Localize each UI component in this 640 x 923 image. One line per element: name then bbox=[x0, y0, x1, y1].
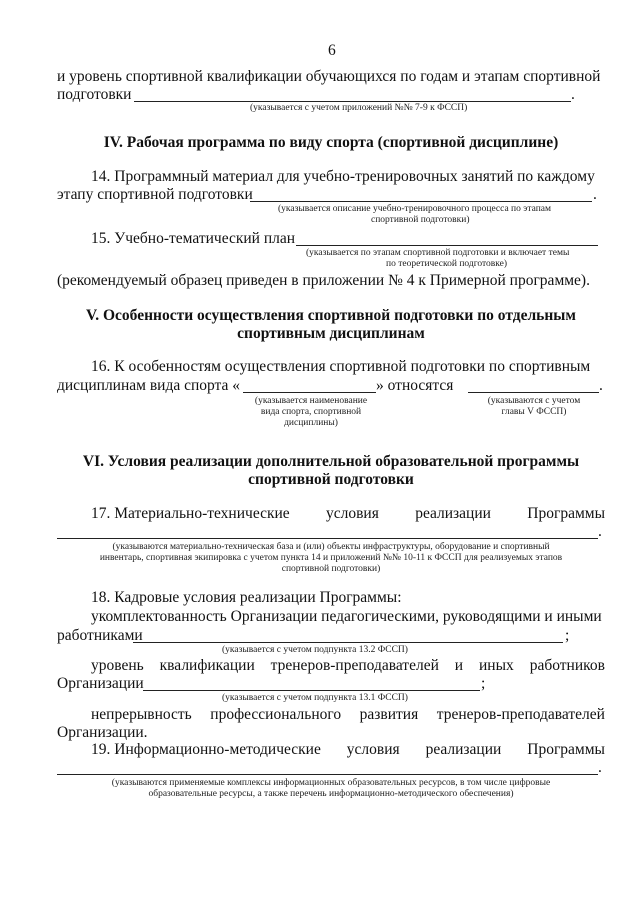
item-16-sport-fill-line bbox=[243, 392, 376, 393]
staffing-fill-line bbox=[133, 642, 563, 643]
item-14-line-1: 14. Программный материал для учебно-тренировочных занятий по каждому bbox=[91, 168, 595, 185]
page-number: 6 bbox=[328, 42, 336, 59]
section-6-title-line-1: VI. Условия реализации дополнительной образовательной программы bbox=[82, 453, 580, 470]
qualification-word: тренеров-преподавателей bbox=[270, 657, 439, 674]
continuity-line-1 bbox=[91, 706, 605, 724]
continuity-word: профессионального bbox=[210, 706, 342, 723]
item-14-end: . bbox=[593, 186, 597, 203]
item-15-label: 15. Учебно-тематический план bbox=[91, 230, 296, 247]
qualification-fill-line bbox=[143, 690, 480, 691]
qualification-line-2: Организации bbox=[57, 675, 144, 692]
intro-fill-line bbox=[134, 101, 571, 102]
item-17-caption-3: спортивной подготовки) bbox=[281, 564, 381, 574]
item-15-fill-line bbox=[296, 245, 598, 246]
staffing-caption: (указывается с учетом подпункта 13.2 ФССП) bbox=[222, 645, 408, 655]
item-17-word: условия bbox=[326, 505, 379, 522]
qualification-caption: (указывается с учетом подпункта 13.1 ФССП) bbox=[222, 693, 408, 703]
item-15-caption-2: по теоретической подготовке) bbox=[386, 259, 508, 269]
item-14-caption-2: спортивной подготовки) bbox=[371, 215, 470, 225]
item-19-line-1 bbox=[91, 741, 605, 759]
item-16-line-1: 16. К особенностям осуществления спортивной подготовки по спортивным bbox=[91, 358, 591, 375]
item-16-caption-left-1: (указывается наименование bbox=[254, 396, 368, 406]
continuity-word: непрерывность bbox=[91, 706, 192, 723]
item-19-word: реализации bbox=[425, 741, 502, 758]
item-16-caption-left-3: дисциплины) bbox=[284, 418, 338, 428]
section-5-title-line-2: спортивным дисциплинам bbox=[237, 325, 425, 342]
section-6-title-line-2: спортивной подготовки bbox=[248, 471, 414, 488]
section-4-title: IV. Рабочая программа по виду спорта (спортивной дисциплине) bbox=[103, 134, 559, 151]
item-19-caption-1: (указываются применяемые комплексы информационных образовательных ресурсов, в том числе цифровые bbox=[111, 778, 551, 788]
item-17-line-1 bbox=[91, 505, 605, 523]
staffing-line-2: работниками bbox=[57, 627, 143, 644]
item-16-line-2b: » относятся bbox=[376, 377, 454, 394]
qualification-word: квалификации bbox=[159, 657, 255, 674]
item-14-caption-1: (указывается описание учебно-тренировочного процесса по этапам bbox=[278, 204, 552, 214]
intro-line-2-prefix: подготовки bbox=[57, 86, 132, 103]
continuity-word: тренеров-преподавателей bbox=[436, 706, 605, 723]
item-17-word: Программы bbox=[527, 505, 605, 522]
staffing-end: ; bbox=[565, 627, 570, 644]
item-19-end: . bbox=[598, 759, 602, 776]
qualification-end: ; bbox=[481, 675, 486, 692]
intro-caption: (указывается с учетом приложений №№ 7-9 к ФССП) bbox=[250, 103, 468, 113]
item-17-fill-line bbox=[57, 538, 598, 539]
item-17-end: . bbox=[598, 523, 602, 540]
item-19-fill-line bbox=[57, 774, 598, 775]
qualification-word: уровень bbox=[91, 657, 144, 674]
item-19-word: условия bbox=[346, 741, 400, 758]
item-17-caption-2: инвентарь, спортивная экипировка с учетом пункта 14 и приложений №№ 10-11 к ФССП для реализуемых этапов bbox=[99, 553, 563, 563]
intro-line-1: и уровень спортивной квалификации обучающихся по годам и этапам спортивной bbox=[57, 68, 601, 85]
item-17-caption-1: (указываются материально-техническая база и (или) объекты инфраструктуры, оборудование и спортивный bbox=[112, 542, 550, 552]
item-17-word: реализации bbox=[415, 505, 491, 522]
qualification-word: работников bbox=[529, 657, 605, 674]
section-5-title-line-1: V. Особенности осуществления спортивной подготовки по отдельным bbox=[86, 307, 576, 324]
item-19-caption-2: образовательные ресурсы, а также перечень информационно-методического обеспечения) bbox=[148, 789, 514, 799]
item-18-label: 18. Кадровые условия реализации Программы: bbox=[91, 589, 402, 606]
item-16-caption-right-1: (указываются с учетом bbox=[487, 396, 581, 406]
qualification-word: иных bbox=[479, 657, 514, 674]
item-16-caption-left-2: вида спорта, спортивной bbox=[260, 407, 362, 417]
item-19-word: 19. Информационно-методические bbox=[91, 741, 321, 758]
continuity-word: развития bbox=[359, 706, 419, 723]
item-16-features-fill-line bbox=[468, 392, 599, 393]
item-16-caption-right-2: главы V ФССП) bbox=[501, 407, 567, 417]
qualification-word: и bbox=[454, 657, 464, 674]
item-14-fill-line bbox=[250, 201, 592, 202]
item-15-note: (рекомендуемый образец приведен в приложении № 4 к Примерной программе). bbox=[57, 272, 590, 289]
staffing-line-1: укомплектованность Организации педагогическими, руководящими и иными bbox=[91, 608, 602, 625]
item-19-word: Программы bbox=[527, 741, 605, 758]
item-14-line-2: этапу спортивной подготовки bbox=[57, 186, 253, 203]
item-17-word: 17. Материально-технические bbox=[91, 505, 290, 522]
item-16-end: . bbox=[599, 377, 603, 394]
intro-line-2-end: . bbox=[571, 86, 575, 103]
qualification-line-1 bbox=[91, 657, 605, 675]
continuity-line-2: Организации. bbox=[57, 724, 148, 741]
item-15-caption-1: (указывается по этапам спортивной подготовки и включает темы bbox=[306, 248, 570, 258]
item-16-line-2a: дисциплинам вида спорта « bbox=[57, 377, 241, 394]
